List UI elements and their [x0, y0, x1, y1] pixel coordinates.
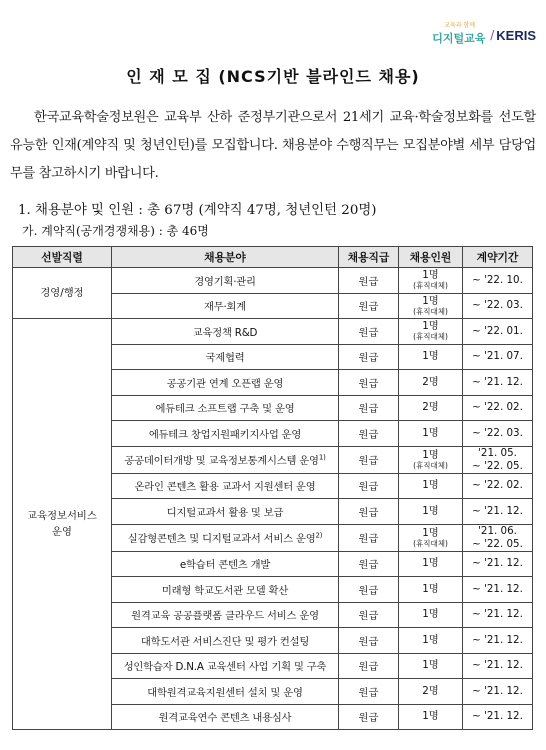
job-series-cell: 경영/행정: [13, 268, 112, 319]
field-cell: [112, 704, 339, 730]
period-text: ~ '21. 12.: [472, 375, 523, 388]
count-cell: [399, 268, 463, 294]
grade-cell: 원급: [339, 293, 399, 319]
period-text: ~ '21. 12.: [472, 684, 523, 697]
grade-cell: 원급: [339, 704, 399, 730]
period-text: ~ '21. 12.: [472, 659, 523, 672]
period-cell: [463, 293, 533, 319]
count-note: (휴직대체): [413, 281, 448, 291]
period-cell: [463, 344, 533, 370]
period-cell: [463, 577, 533, 603]
count-text: 1명: [422, 448, 439, 461]
period-cell: [463, 446, 533, 473]
footnote-mark: 2): [315, 531, 323, 540]
count-cell: [399, 602, 463, 628]
header-count: 채용인원: [399, 247, 463, 268]
logo-separator: /: [490, 28, 495, 42]
job-series-cell: 교육정보서비스 운영: [13, 319, 112, 730]
count-text: 2명: [422, 684, 439, 697]
period-cell: [463, 395, 533, 421]
grade-cell: 원급: [339, 524, 399, 551]
count-text: 1명: [422, 526, 439, 539]
count-text: 1명: [422, 504, 439, 517]
grade-cell: 원급: [339, 473, 399, 499]
grade-cell: 원급: [339, 602, 399, 628]
period-text: ~ '22. 03.: [472, 299, 523, 312]
period-cell: [463, 268, 533, 294]
field-cell: [112, 499, 339, 525]
sub-heading: 가. 계약직(공개경쟁채용) : 총 46명: [22, 224, 209, 238]
field-cell: [112, 344, 339, 370]
field-text: 공공기관 연계 오픈랩 운영: [166, 377, 284, 390]
grade-cell: 원급: [339, 679, 399, 705]
field-text: 미래형 학교도서관 모델 확산: [161, 584, 289, 597]
count-text: 2명: [422, 401, 439, 414]
field-text: 공공데이터개방 및 교육정보통계시스템 운영: [124, 455, 319, 467]
grade-cell: 원급: [339, 499, 399, 525]
count-text: 1명: [422, 633, 439, 646]
count-text: 1명: [422, 710, 439, 723]
period-cell: [463, 370, 533, 396]
count-text: 1명: [422, 269, 439, 282]
count-cell: [399, 551, 463, 577]
header-grade: 채용직급: [339, 247, 399, 268]
field-cell: [112, 268, 339, 294]
count-note: (휴직대체): [413, 460, 448, 470]
field-cell: [112, 602, 339, 628]
field-cell: [112, 551, 339, 577]
grade-cell: 원급: [339, 344, 399, 370]
grade-cell: 원급: [339, 653, 399, 679]
period-text: ~ '21. 12.: [472, 710, 523, 723]
period-cell: [463, 551, 533, 577]
field-cell: [112, 679, 339, 705]
count-cell: [399, 628, 463, 654]
period-text: ~ '21. 12.: [472, 557, 523, 570]
count-text: 1명: [422, 557, 439, 570]
count-cell: [399, 293, 463, 319]
field-cell: [112, 446, 339, 473]
grade-cell: 원급: [339, 551, 399, 577]
period-text: ~ '21. 12.: [472, 504, 523, 517]
period-cell: [463, 602, 533, 628]
keris-logo: [432, 18, 536, 52]
period-cell: [463, 499, 533, 525]
count-text: 1명: [422, 320, 439, 333]
period-cell: [463, 473, 533, 499]
period-cell: [463, 679, 533, 705]
logo-brand: KERIS: [496, 27, 536, 43]
period-text: ~ '22. 01.: [472, 324, 523, 337]
count-cell: [399, 499, 463, 525]
count-cell: [399, 395, 463, 421]
field-text: 에듀테크 소프트랩 구축 및 운영: [155, 403, 295, 416]
period-cell: [463, 653, 533, 679]
count-cell: [399, 653, 463, 679]
count-note: (휴직대체): [413, 306, 448, 316]
field-cell: [112, 628, 339, 654]
period-cell: [463, 628, 533, 654]
field-text: 실감형콘텐츠 및 디지털교과서 서비스 운영: [127, 533, 316, 545]
field-text: 교육정책 R&D: [192, 326, 258, 339]
period-text: ~ '22. 02.: [472, 479, 523, 492]
count-cell: [399, 370, 463, 396]
count-cell: [399, 446, 463, 473]
field-text: 온라인 콘텐츠 활용 교과서 지원센터 운영: [134, 481, 316, 494]
period-text: ~ '21. 12.: [472, 608, 523, 621]
digital-education-logo: [432, 20, 486, 50]
count-cell: [399, 679, 463, 705]
field-cell: [112, 421, 339, 447]
grade-cell: 원급: [339, 268, 399, 294]
period-text: '21. 06.: [478, 524, 517, 537]
table-row: [13, 319, 533, 345]
page-title: 인 재 모 집 (NCS기반 블라인드 채용): [126, 67, 420, 86]
field-cell: [112, 293, 339, 319]
count-cell: [399, 344, 463, 370]
period-text: ~ '22. 03.: [472, 426, 523, 439]
grade-cell: 원급: [339, 628, 399, 654]
grade-cell: 원급: [339, 319, 399, 345]
period-text: '21. 05.: [478, 446, 517, 459]
count-text: 2명: [422, 375, 439, 388]
period-cell: [463, 704, 533, 730]
grade-cell: 원급: [339, 395, 399, 421]
header-job-series: 선발직렬: [13, 247, 112, 268]
intro-paragraph: 한국교육학술정보원은 교육부 산하 준정부기관으로서 21세기 교육·학술정보화를 선도할 유능한 인재(계약직 및 청년인턴)를 모집합니다. 채용분야 수행직무는 모집분야별 세부 담당업무를 참고하시기 바랍니다.: [10, 110, 536, 181]
field-text: 원격교육 공공플랫폼 클라우드 서비스 운영: [131, 610, 319, 623]
count-cell: [399, 704, 463, 730]
count-text: 1명: [422, 582, 439, 595]
period-end-text: ~ '22. 05.: [472, 537, 523, 550]
table-header-row: [13, 247, 533, 268]
table-body: [13, 268, 533, 730]
field-cell: [112, 370, 339, 396]
period-text: ~ '21. 12.: [472, 633, 523, 646]
section-heading: 1. 채용분야 및 인원 : 총 67명 (계약직 47명, 청년인턴 20명): [18, 203, 377, 218]
grade-cell: 원급: [339, 577, 399, 603]
field-cell: [112, 577, 339, 603]
count-text: 1명: [422, 659, 439, 672]
grade-cell: 원급: [339, 446, 399, 473]
count-cell: [399, 473, 463, 499]
count-text: 1명: [422, 608, 439, 621]
period-cell: [463, 421, 533, 447]
count-cell: [399, 577, 463, 603]
field-text: e학습터 콘텐츠 개발: [179, 559, 271, 572]
count-note: (휴직대체): [413, 538, 448, 548]
count-text: 1명: [422, 294, 439, 307]
table-row: [13, 268, 533, 294]
count-cell: [399, 319, 463, 345]
field-text: 재무·회계: [203, 301, 247, 314]
header-field: 채용분야: [112, 247, 339, 268]
logo-main-text: 디지털교육: [432, 32, 486, 45]
period-text: ~ '21. 12.: [472, 582, 523, 595]
field-text: 대학도서관 서비스진단 및 평가 컨설팅: [140, 635, 310, 648]
field-cell: [112, 319, 339, 345]
grade-cell: 원급: [339, 421, 399, 447]
period-cell: [463, 524, 533, 551]
count-cell: [399, 421, 463, 447]
header-period: 계약기간: [463, 247, 533, 268]
field-cell: [112, 524, 339, 551]
count-text: 1명: [422, 426, 439, 439]
field-text: 경영기획·관리: [194, 275, 256, 288]
footnote-mark: 1): [318, 453, 326, 462]
field-text: 국제협력: [205, 352, 245, 365]
period-cell: [463, 319, 533, 345]
count-note: (휴직대체): [413, 332, 448, 342]
field-text: 에듀테크 창업지원패키지사업 운영: [148, 428, 302, 441]
field-text: 원격교육연수 콘텐츠 내용심사: [158, 712, 292, 725]
field-cell: [112, 473, 339, 499]
logo-tagline: 교육과 함께: [444, 22, 476, 29]
period-text: ~ '21. 07.: [472, 350, 523, 363]
count-text: 1명: [422, 479, 439, 492]
count-text: 1명: [422, 350, 439, 363]
period-end-text: ~ '22. 05.: [472, 459, 523, 472]
count-cell: [399, 524, 463, 551]
period-text: ~ '22. 10.: [472, 273, 523, 286]
field-cell: [112, 395, 339, 421]
field-text: 성인학습자 D.N.A 교육센터 사업 기획 및 구축: [123, 661, 327, 674]
recruitment-table: [12, 246, 533, 730]
field-text: 디지털교과서 활용 및 보급: [166, 506, 284, 519]
field-text: 대학원격교육지원센터 설치 및 운영: [147, 686, 303, 699]
grade-cell: 원급: [339, 370, 399, 396]
field-cell: [112, 653, 339, 679]
period-text: ~ '22. 02.: [472, 401, 523, 414]
